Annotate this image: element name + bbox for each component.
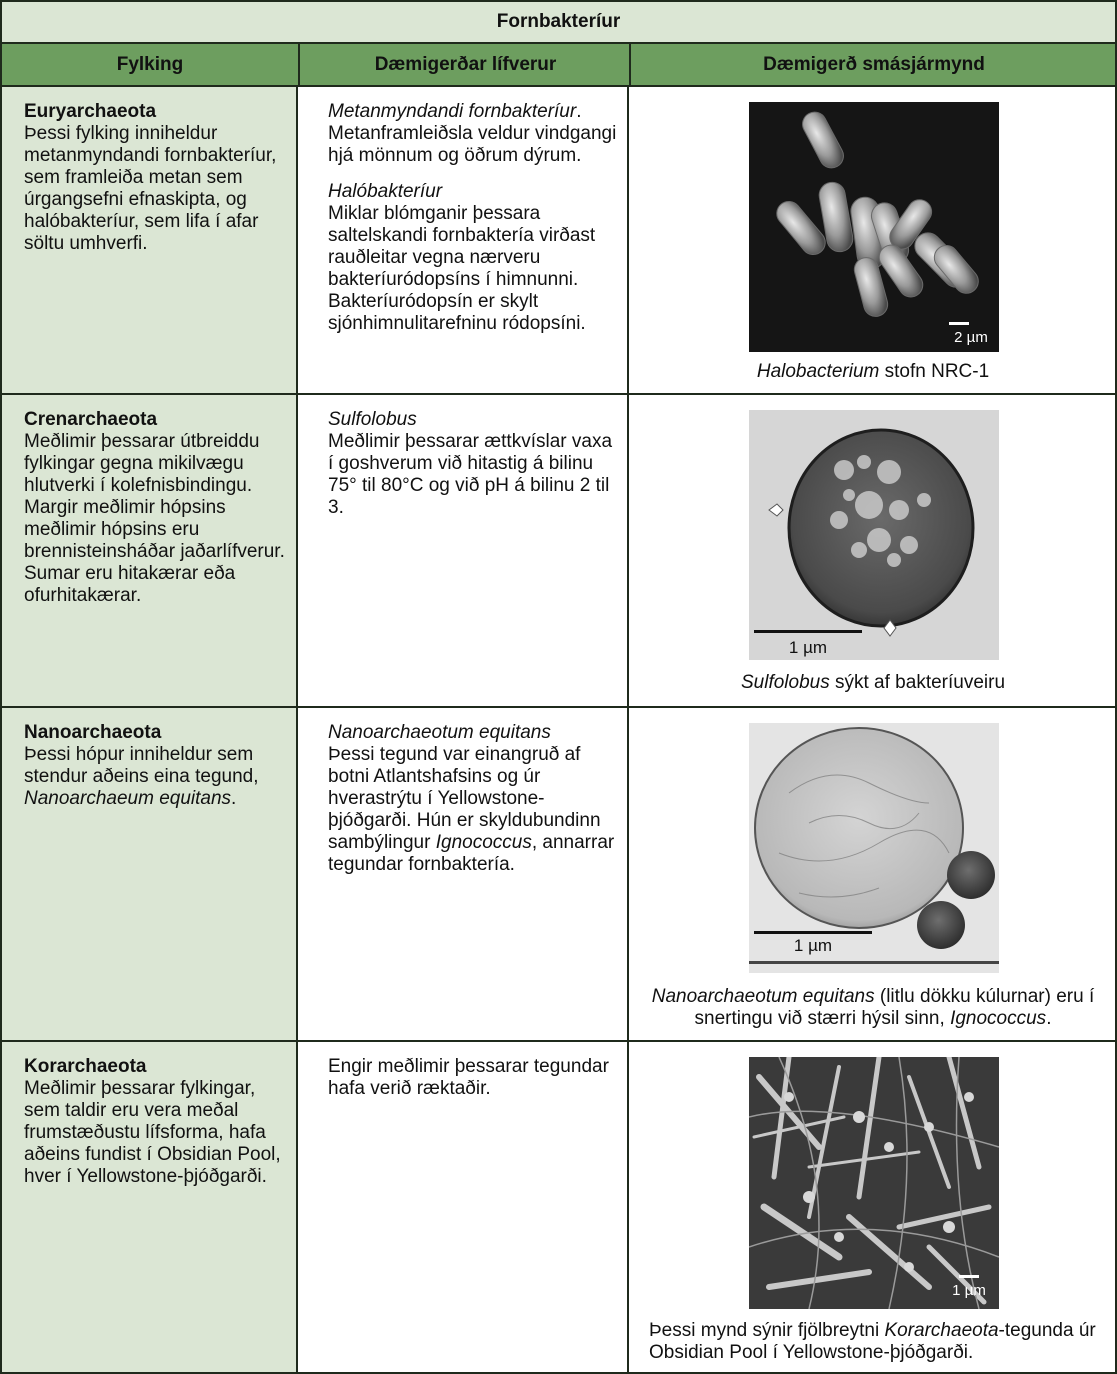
caption-text: . xyxy=(1046,1008,1052,1029)
organism-name: Sulfolobus xyxy=(328,409,417,430)
organism-name: Metanmyndandi fornbakteríur xyxy=(328,101,577,122)
table-row xyxy=(0,395,1117,708)
caption-text: stofn NRC-1 xyxy=(879,361,990,382)
korarchaeota-micrograph xyxy=(749,1057,999,1309)
phylum-description: Þessi hópur inniheldur sem stendur aðeins eina tegund, xyxy=(24,744,259,787)
organism-description: Metanframleiðsla veldur vindgangi hjá mönnum og öðrum dýrum. xyxy=(328,123,617,166)
organism-description: Meðlimir þessarar ættkvíslar vaxa í goshverum við hitastig á bilinu 75° til 80°C og við pH á bilinu 2 til 3. xyxy=(328,431,613,518)
header-row xyxy=(0,44,1117,87)
organism-description: Þessi tegund var einangruð af botni Atlantshafsins og úr hverastrýtu í Yellowstone-þjóðgarði. Hún er skyldubundinn sambýlingur xyxy=(328,744,601,853)
phylum-cell xyxy=(2,395,298,706)
organism-description-end: , annarrar tegundar fornbaktería. xyxy=(328,832,615,875)
caption-italic: Nanoarchaeotum equitans xyxy=(651,986,875,1007)
nanoarchaeum-micrograph xyxy=(749,723,999,973)
micrograph-caption xyxy=(631,986,1115,1030)
micrograph-caption xyxy=(631,672,1115,694)
scale-label: 1 µm xyxy=(952,1282,986,1299)
organism-description: Engir meðlimir þessarar tegundar hafa verið ræktaðir. xyxy=(328,1056,609,1099)
micrograph-cell xyxy=(631,708,1115,1040)
micrograph-caption xyxy=(649,1320,1109,1364)
phylum-cell xyxy=(2,1042,298,1372)
organism-description: Miklar blómganir þessara saltelskandi fornbaktería virðast rauðleitar vegna nærveru bakteríuródopsíns í himnunni. Bakteríuródopsín er skylt sjónhimnulitarefninu ródopsíni. xyxy=(328,203,596,334)
organism-name: Halóbakteríur xyxy=(328,181,443,202)
organism-name: Nanoarchaeotum equitans xyxy=(328,722,551,743)
phylum-name: Korarchaeota xyxy=(24,1056,147,1077)
organisms-cell xyxy=(300,708,629,1040)
organism-description-italic: Ignococcus xyxy=(435,832,532,853)
phylum-description-end: . xyxy=(231,788,237,809)
header-phylum: Fylking xyxy=(116,53,184,75)
caption-text: Þessi mynd sýnir fjölbreytni xyxy=(649,1320,885,1341)
caption-italic: Halobacterium xyxy=(756,361,880,382)
organisms-cell xyxy=(300,395,629,706)
header-micrograph: Dæmigerð smásjármynd xyxy=(629,44,1117,85)
table-row xyxy=(0,708,1117,1042)
caption-text: sýkt af bakteríuveiru xyxy=(829,672,1006,693)
halobacterium-micrograph xyxy=(749,102,999,352)
micrograph-cell xyxy=(631,87,1115,393)
phylum-name: Nanoarchaeota xyxy=(24,722,162,743)
phylum-description: Þessi fylking inniheldur metanmyndandi fornbakteríur, sem framleiða metan sem úrgangsefni efnaskipta, og halóbakteríur, sem lifa í afar söltu umhverfi. xyxy=(24,123,277,254)
table-row xyxy=(0,1042,1117,1374)
caption-text: -tegunda úr Obsidian Pool í Yellowstone-þjóðgarði. xyxy=(649,1320,1096,1363)
micrograph-caption xyxy=(631,361,1115,383)
micrograph-cell xyxy=(631,1042,1115,1372)
phylum-name: Crenarchaeota xyxy=(24,409,158,430)
phylum-name: Euryarchaeota xyxy=(24,101,157,122)
caption-italic: Ignococcus xyxy=(950,1008,1047,1029)
phylum-description-italic: Nanoarchaeum equitans xyxy=(24,788,232,809)
table-row xyxy=(0,87,1117,395)
phylum-description: Meðlimir þessarar útbreiddu fylkingar gegna mikilvægu hlutverki í kolefnisbindingu. Margir meðlimir hópsins meðlimir hópsins eru brennisteinsháðar jaðarlífverur. Sumar eru hitakærar eða ofurhitakærar. xyxy=(24,431,285,606)
micrograph-cell xyxy=(631,395,1115,706)
caption-text: (litlu dökku kúlurnar) eru í snertingu við stærri hýsil sinn, xyxy=(694,986,1095,1029)
organisms-cell xyxy=(300,87,629,393)
scale-label: 2 µm xyxy=(954,329,988,346)
organism-name-suffix: . xyxy=(576,101,582,122)
phylum-cell xyxy=(2,708,298,1040)
table-title: Fornbakteríur xyxy=(0,0,1117,44)
phylum-description: Meðlimir þessarar fylkingar, sem taldir eru vera meðal frumstæðustu lífsforma, hafa aðeins fundist í Obsidian Pool, hver í Yellowstone-þjóðgarði. xyxy=(24,1078,281,1187)
header-organisms: Dæmigerðar lífverur xyxy=(298,44,631,85)
scale-label: 1 µm xyxy=(793,936,833,955)
phylum-cell xyxy=(2,87,298,393)
caption-italic: Korarchaeota xyxy=(884,1320,999,1341)
caption-italic: Sulfolobus xyxy=(740,672,830,693)
scale-label: 1 µm xyxy=(788,638,828,657)
organisms-cell xyxy=(300,1042,629,1372)
sulfolobus-micrograph xyxy=(749,410,999,660)
